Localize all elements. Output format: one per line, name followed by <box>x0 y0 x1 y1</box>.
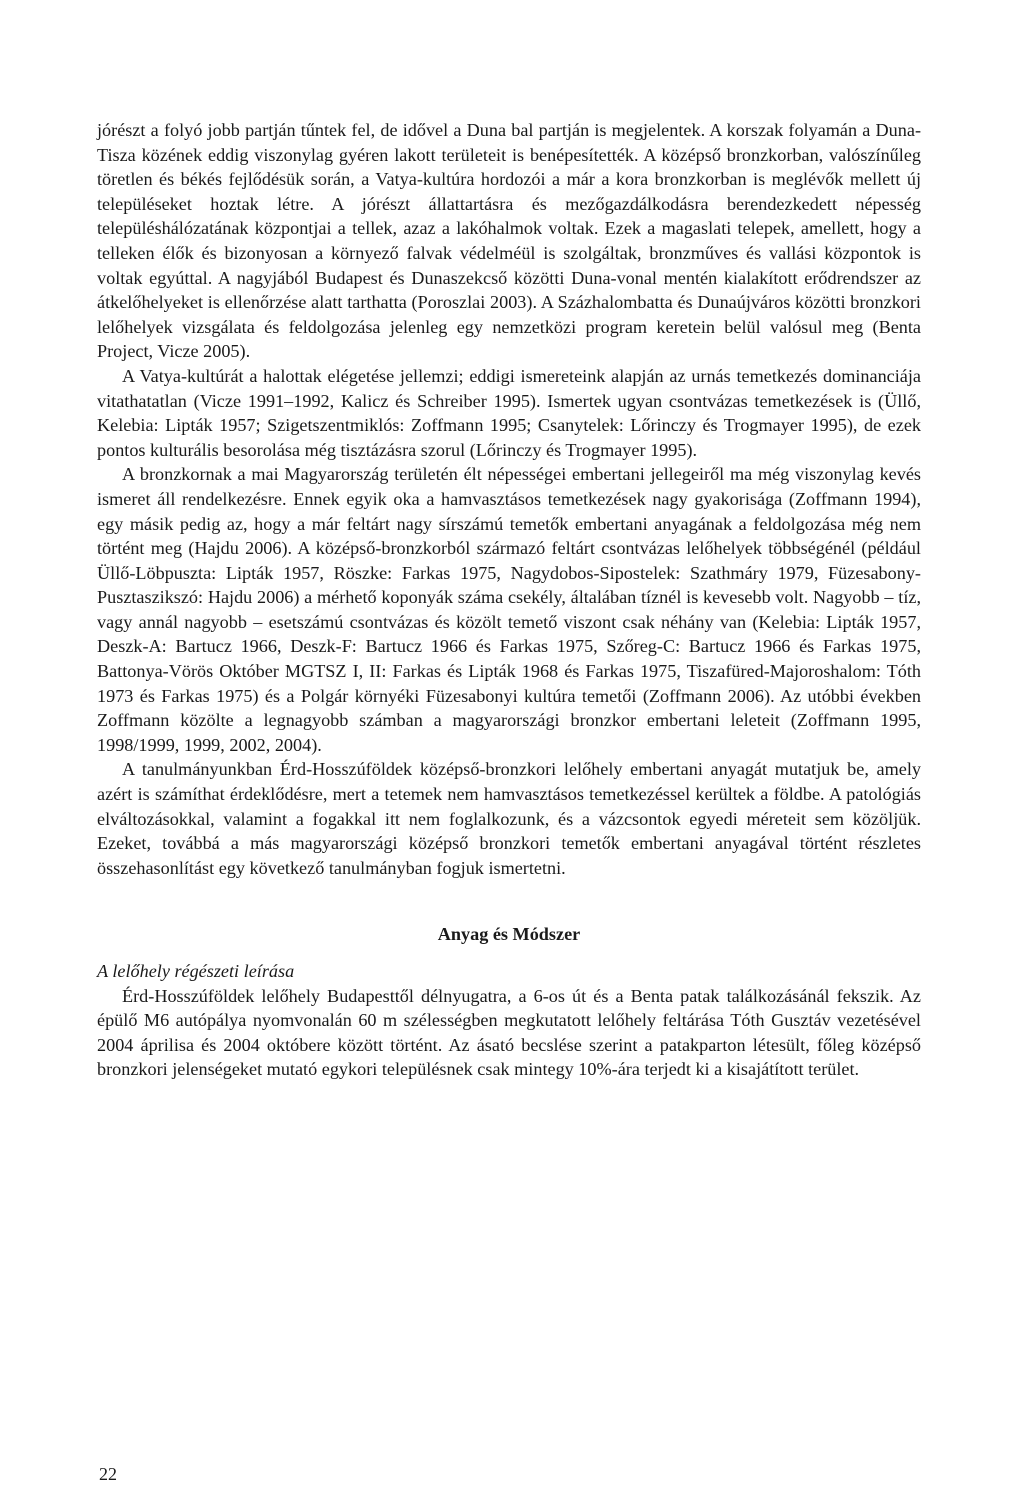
section-heading-wrap <box>97 922 921 947</box>
paragraph-site-description: Érd-Hosszúföldek lelőhely Budapesttől délnyugatra, a 6-os út és a Benta patak találkozásánál fekszik. Az épülő M6 autópálya nyomvonalán 60 m szélességben megkutatott lelőhely feltárása Tóth Gusztáv vezetésével 2004 áprilisa és 2004 októbere között történt. Az ásató becslése szerint a patakparton létesült, főleg középső bronzkori jelenségeket mutató egykori településnek csak mintegy 10%-ára terjedt ki a kisajátított terület. <box>97 985 921 1080</box>
paragraph-study-aim: A tanulmányunkban Érd-Hosszúföldek középső-bronzkori lelőhely embertani anyagát mutatjuk be, amely azért is számíthat érdeklődésre, mert a tetemek nem hamvasztásos temetkezéssel kerültek a földbe. A patológiás elváltozásokkal, valamint a fogakkal itt nem foglalkozunk, és a vázcsontok egyedi méreteit sem közöljük. Ezeket, továbbá a más magyarországi középső bronzkori temetők embertani anyagával történt részletes összehasonlítást egy következő tanulmányban fogjuk ismertetni. <box>97 759 921 878</box>
section-heading: Anyag és Módszer <box>437 924 581 945</box>
paragraph-vatya-settlements: jórészt a folyó jobb partján tűntek fel, de idővel a Duna bal partján is megjelentek. A korszak folyamán a Duna-Tisza közének eddig viszonylag gyéren lakott területeit is benépesítették. A középső bronzkorban, valószínűleg töretlen és békés fejlődésük során, a Vatya-kultúra hordozói a már a kora bronzkorban is meglévők mellett új településeket hoztak létre. A jórészt állattartásra és mezőgazdálkodásra berendezkedett népesség településhálózatának központjai a tellek, azaz a lakóhalmok voltak. Ezek a magaslati telepek, amellett, hogy a telleken élők és bizonyosan a környező falvak védelméül is szolgáltak, bronzműves és vallási központok is voltak egyúttal. A nagyjából Budapest és Dunaszekcső közötti Duna-vonal mentén kialakított erődrendszer az átkelőhelyeket is ellenőrzése alatt tarthatta (Poroszlai 2003). A Százhalombatta és Dunaújváros közötti bronzkori lelőhelyek vizsgálata és feldolgozása jelenleg egy nemzetközi program keretein belül valósul meg (Benta Project, Vicze 2005). <box>97 120 921 362</box>
paragraph-vatya-burials: A Vatya-kultúrát a halottak elégetése jellemzi; eddigi ismereteink alapján az urnás temetkezés dominanciája vitathatatlan (Vicze 1991–1992, Kalicz és Schreiber 1995). Ismertek ugyan csontvázas temetkezések is (Üllő, Kelebia: Lipták 1957; Szigetszentmiklós: Zoffmann 1995; Csanytelek: Lőrinczy és Trogmayer 1995), de ezek pontos kulturális besorolása még tisztázásra szorul (Lőrinczy és Trogmayer 1995). <box>97 365 921 460</box>
page-number: 22 <box>99 1464 117 1484</box>
section-subheading: A lelőhely régészeti leírása <box>97 961 295 981</box>
page-body <box>97 118 921 1082</box>
paragraph-bronze-age-anthropology: A bronzkornak a mai Magyarország területén élt népességei embertani jellegeiről ma még viszonylag kevés ismeret áll rendelkezésre. Ennek egyik oka a hamvasztásos temetkezések nagy gyakorisága (Zoffmann 1994), egy másik pedig az, hogy a már feltárt nagy sírszámú temetők embertani anyagának a feldolgozása még nem történt meg (Hajdu 2006). A középső-bronzkorból származó feltárt csontvázas lelőhelyek többségénél (például Üllő-Löbpuszta: Lipták 1957, Röszke: Farkas 1975, Nagydobos-Sipostelek: Szathmáry 1979, Füzesabony-Pusztaszikszó: Hajdu 2006) a mérhető koponyák száma csekély, általában tíznél is kevesebb volt. Nagyobb – tíz, vagy annál nagyobb – esetszámú csontvázas és közölt temető viszont csak néhány van (Kelebia: Lipták 1957, Deszk-A: Bartucz 1966, Deszk-F: Bartucz 1966 és Farkas 1975, Szőreg-C: Bartucz 1966 és Farkas 1975, Battonya-Vörös Október MGTSZ I, II: Farkas és Lipták 1968 és Farkas 1975, Tiszafüred-Majoroshalom: Tóth 1973 és Farkas 1975) és a Polgár környéki Füzesabonyi kultúra temetői (Zoffmann 2006). Az utóbbi években Zoffmann közölte a legnagyobb számban a magyarországi bronzkor embertani leleteit (Zoffmann 1995, 1998/1999, 1999, 2002, 2004). <box>97 464 921 755</box>
